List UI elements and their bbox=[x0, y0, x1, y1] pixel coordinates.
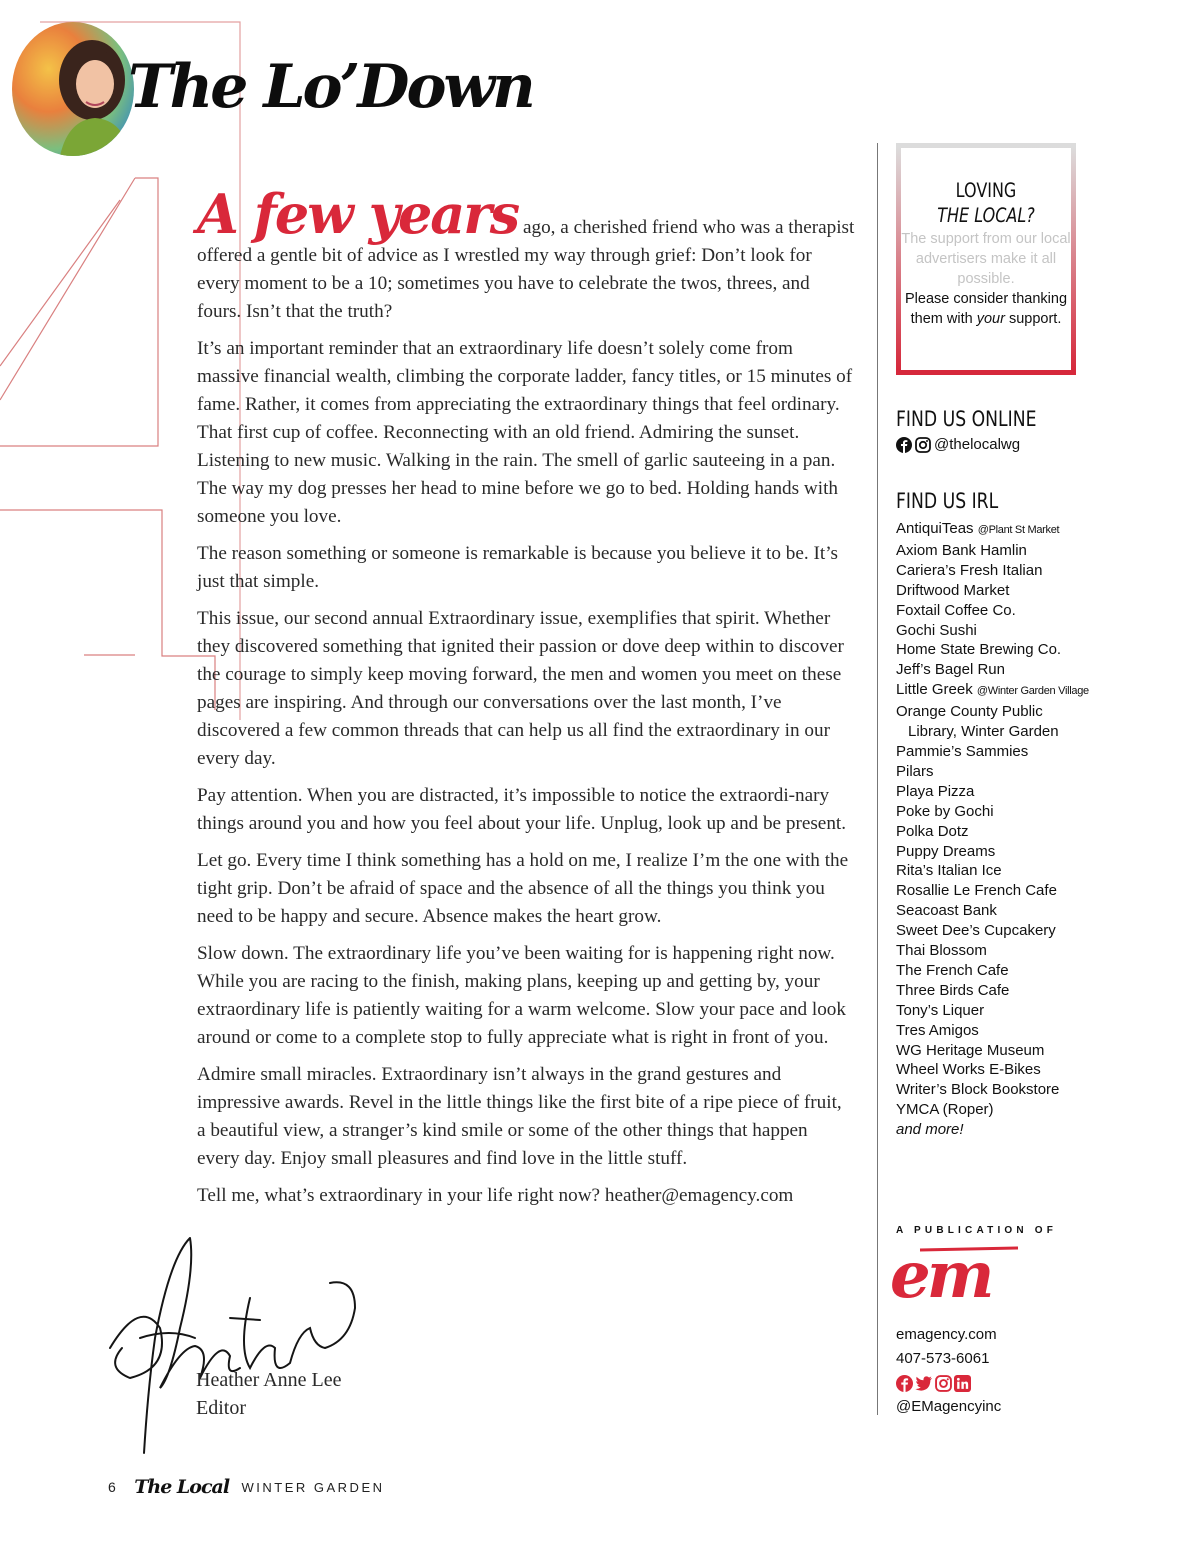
publisher-social-icons bbox=[896, 1373, 1001, 1393]
footer-town: WINTER GARDEN bbox=[241, 1479, 385, 1495]
dropcap-words: A few years bbox=[197, 182, 519, 246]
list-item: Tony’s Liquer bbox=[896, 1001, 985, 1019]
online-handle[interactable]: @thelocalwg bbox=[934, 436, 1021, 453]
list-item: Sweet Dee’s Cupcakery bbox=[896, 922, 1056, 940]
list-item: YMCA (Roper) bbox=[896, 1101, 994, 1119]
list-item bbox=[896, 680, 1089, 702]
promo-title-line1: LOVING bbox=[955, 179, 1017, 202]
article-paragraph: The reason something or someone is remarkable is because you believe it to be. It’s just that simple. bbox=[197, 543, 838, 592]
promo-faded-text: The support from our local advertisers make it all possible. bbox=[901, 231, 1071, 287]
article-paragraph: Slow down. The extraordinary life you’ve been waiting for is happening right now. While you are racing to the finish, making plans, keeping up and getting by, your extraordinary life is patiently waiting for a warm welcome. Slow your pace and look around or come to a complete stop to fully appreciate what is right in front of you. bbox=[197, 943, 846, 1048]
publisher-phone[interactable]: 407-573-6061 bbox=[896, 1350, 990, 1367]
find-us-online-heading: FIND US ONLINE bbox=[896, 407, 1037, 431]
location-note: @Plant St Market bbox=[977, 524, 1060, 536]
page-footer bbox=[108, 1476, 385, 1502]
list-item: Writer’s Block Bookstore bbox=[896, 1081, 1060, 1099]
article-paragraph: Tell me, what’s extraordinary in your life right now? heather@emagency.com bbox=[197, 1185, 794, 1206]
list-item: Home State Brewing Co. bbox=[896, 641, 1062, 659]
publisher-handle[interactable]: @EMagencyinc bbox=[896, 1398, 1002, 1415]
promo-body-italic: your bbox=[976, 311, 1005, 327]
location-name: Little Greek bbox=[896, 681, 973, 699]
list-item-more: and more! bbox=[896, 1121, 964, 1139]
list-item: Gochi Sushi bbox=[896, 621, 977, 639]
list-item: Jeff’s Bagel Run bbox=[896, 661, 1005, 679]
article-paragraph: This issue, our second annual Extraordinary issue, exemplifies that spirit. Whether they discovered something that ignited their passion or dove deep within to discover the courage to simply keep moving forward, the men and women you meet on these pages are inspiring. And through our conversations over the last month, I’ve discovered a few common threads that can help us all find the extraordinary in our every day. bbox=[197, 608, 844, 769]
list-item: Rita’s Italian Ice bbox=[896, 862, 1002, 880]
list-item: Cariera’s Fresh Italian bbox=[896, 561, 1043, 579]
paragraph-lead-text: ago, a cherished friend who was a therapist offered a gentle bit of advice as I wrestled my way through grief: Don’t look for every moment to be a 10; sometimes you have to celebrate the twos, threes, and fours. Isn’t that the truth? bbox=[197, 217, 855, 322]
article-paragraph bbox=[197, 182, 855, 326]
article-paragraph: Pay attention. When you are distracted, it’s impossible to notice the extraordi-nary things around you and how you feel about your life. Unplug, look up and be present. bbox=[197, 785, 847, 834]
list-item: Seacoast Bank bbox=[896, 902, 997, 920]
article-paragraph: Let go. Every time I think something has a hold on me, I realize I’m the one with the tight grip. Don’t be afraid of space and the absence of all the things you think you need to be happy and secure. Absence makes the heart grow. bbox=[197, 850, 849, 927]
online-social-row[interactable] bbox=[896, 436, 1020, 453]
list-item: Rosallie Le French Cafe bbox=[896, 882, 1057, 900]
sidebar bbox=[877, 143, 1088, 1415]
promo-body-prefix: Please consider thanking them with bbox=[904, 291, 1068, 327]
em-logo bbox=[890, 1243, 1020, 1307]
list-item: The French Cafe bbox=[896, 961, 1009, 979]
instagram-icon[interactable] bbox=[935, 1375, 952, 1392]
avatar-illustration bbox=[12, 22, 134, 156]
list-item: Puppy Dreams bbox=[896, 842, 996, 860]
instagram-icon[interactable] bbox=[915, 437, 931, 453]
list-item: Pilars bbox=[896, 762, 934, 780]
editor-role: Editor bbox=[196, 1397, 246, 1419]
footer-brand: The Local bbox=[134, 1476, 230, 1498]
list-item: Driftwood Market bbox=[896, 581, 1010, 599]
list-item: Three Birds Cafe bbox=[896, 981, 1010, 999]
em-logo-text: em bbox=[890, 1243, 991, 1307]
location-name-line1: Orange County Public bbox=[896, 703, 1043, 721]
list-item: Tres Amigos bbox=[896, 1021, 979, 1039]
linkedin-icon[interactable] bbox=[954, 1375, 971, 1392]
handwritten-signature bbox=[100, 1228, 370, 1458]
promo-body bbox=[901, 289, 1071, 329]
list-item: Pammie’s Sammies bbox=[896, 742, 1029, 760]
editor-letter bbox=[197, 182, 855, 1219]
list-item: WG Heritage Museum bbox=[896, 1041, 1045, 1059]
location-note: @Winter Garden Village bbox=[976, 685, 1089, 698]
page-number: 6 bbox=[108, 1479, 116, 1495]
signature-block bbox=[196, 1366, 341, 1422]
facebook-icon[interactable] bbox=[896, 437, 912, 453]
twitter-icon[interactable] bbox=[915, 1375, 933, 1392]
page-title: The Lo’Down bbox=[128, 52, 533, 122]
list-item: Wheel Works E-Bikes bbox=[896, 1061, 1041, 1079]
article-paragraph: It’s an important reminder that an extraordinary life doesn’t solely come from massive financial wealth, climbing the corporate ladder, fancy titles, or 15 minutes of fame. Rather, it comes from appreciating the extraordinary things that feel ordinary. That first cup of coffee. Reconnecting with an old friend. Admiring the sunset. Listening to new music. Walking in the rain. The smell of garlic sauteeing in a pan. The way my dog presses her head to mine before we go to bed. Holding hands with someone you love. bbox=[197, 338, 853, 527]
location-name: AntiquiTeas bbox=[896, 520, 974, 537]
list-item: Polka Dotz bbox=[896, 822, 969, 840]
publication-label: A PUBLICATION OF bbox=[896, 1225, 1058, 1236]
find-us-irl-heading: FIND US IRL bbox=[896, 489, 999, 513]
list-item bbox=[896, 702, 1089, 742]
list-item: Thai Blossom bbox=[896, 942, 987, 960]
list-item: Foxtail Coffee Co. bbox=[896, 601, 1016, 619]
list-item: Poke by Gochi bbox=[896, 802, 994, 820]
promo-body-suffix: support. bbox=[1004, 311, 1062, 327]
promo-box bbox=[896, 143, 1076, 375]
publisher-contact bbox=[896, 1323, 1001, 1419]
publisher-website[interactable]: emagency.com bbox=[896, 1326, 997, 1343]
list-item: Playa Pizza bbox=[896, 782, 975, 800]
promo-title bbox=[916, 178, 1055, 228]
list-item: Axiom Bank Hamlin bbox=[896, 541, 1027, 559]
location-name-line2: Library, Winter Garden bbox=[908, 723, 1059, 741]
list-item bbox=[896, 519, 1089, 541]
facebook-icon[interactable] bbox=[896, 1375, 913, 1392]
promo-title-line2: THE LOCAL? bbox=[937, 204, 1035, 227]
editor-name: Heather Anne Lee bbox=[196, 1369, 342, 1391]
article-paragraph: Admire small miracles. Extraordinary isn’t always in the grand gestures and impressive awards. Revel in the little things like the first bite of a ripe piece of fruit, a beautiful view, a stranger’s kind smile or some of the other things that happen every day. Enjoy small pleasures and find love in the little stuff. bbox=[197, 1064, 842, 1169]
editor-avatar bbox=[12, 22, 134, 156]
location-list bbox=[896, 519, 1089, 1140]
